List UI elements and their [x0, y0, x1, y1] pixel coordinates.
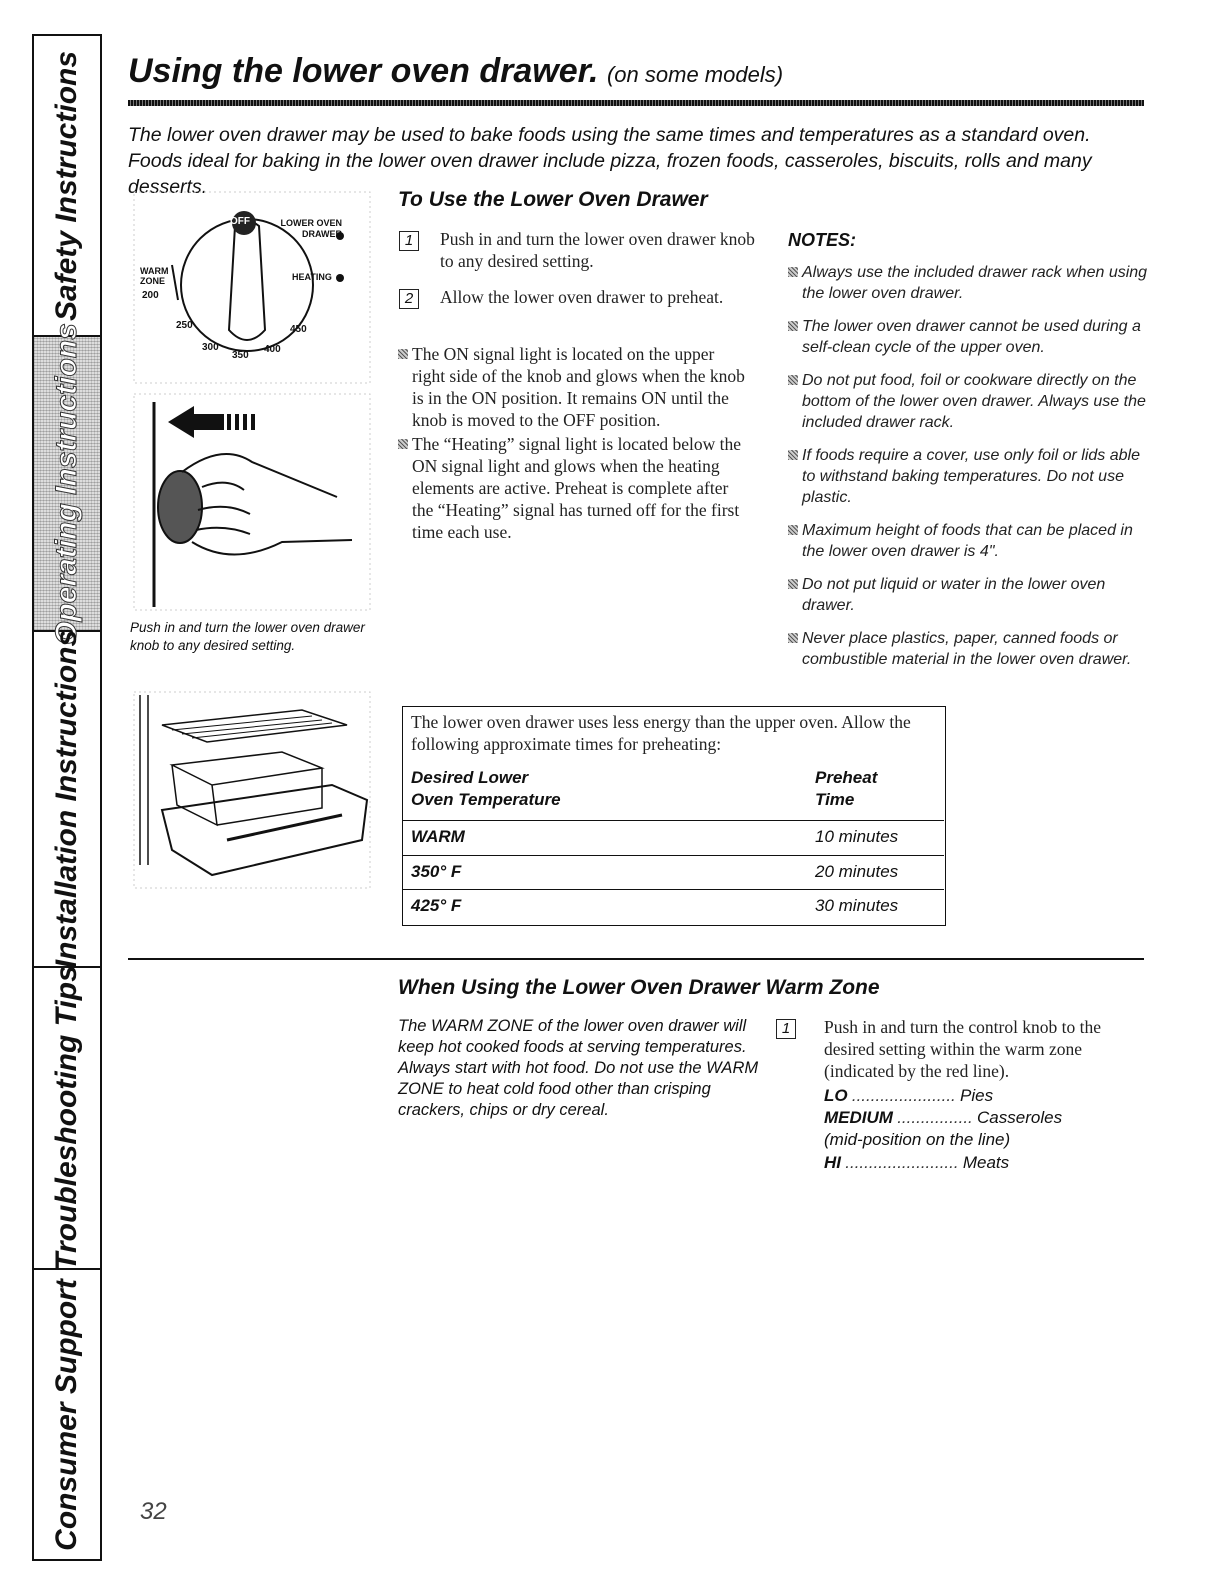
- bullet-square-icon: [788, 633, 798, 643]
- sidebar: [32, 34, 102, 1561]
- knob-temp-250: 250: [176, 320, 193, 331]
- note-text: Do not put liquid or water in the lower oven drawer.: [802, 576, 1106, 614]
- figure-caption: Push in and turn the lower oven drawer knob to any desired setting.: [130, 620, 365, 653]
- notes-list: [788, 262, 1148, 670]
- preheat-time: 10 minutes: [815, 827, 899, 846]
- preheat-table-box: [402, 706, 946, 926]
- note-text: The lower oven drawer cannot be used during a self-clean cycle of the upper oven.: [802, 318, 1141, 356]
- table-row: [403, 855, 944, 888]
- level-value: Meats: [962, 1153, 1010, 1172]
- warm-zone-step: Push in and turn the control knob to the desired setting within the warm zone (indicated by the red line).: [824, 1017, 1102, 1081]
- bullet-square-icon: [788, 267, 798, 277]
- knob-lower-oven-drawer-label: LOWER OVEN DRAWER: [280, 218, 342, 239]
- tab-operating-instructions[interactable]: [34, 322, 100, 645]
- note-item: [788, 370, 1148, 433]
- use-bullet-2: [398, 433, 748, 543]
- knob-temp-300: 300: [202, 342, 219, 353]
- title-rule: [128, 100, 1144, 106]
- warm-step-number: 1: [776, 1019, 796, 1039]
- use-step-1: Push in and turn the lower oven drawer knob to any desired setting.: [440, 229, 755, 271]
- note-text: Do not put food, foil or cookware directly on the bottom of the lower oven drawer. Always use the included drawer rack.: [802, 372, 1146, 431]
- warm-zone-description: The WARM ZONE of the lower oven drawer will keep hot cooked foods at serving temperatures. Always start with hot food. Do not use the WARM ZONE to heat cold food other than crisping crackers, chips or dry cereal.: [398, 1017, 759, 1119]
- notes-heading: NOTES:: [788, 230, 857, 250]
- level-name: MEDIUM: [824, 1108, 893, 1127]
- bullet-square-icon: [398, 439, 408, 449]
- note-text: Always use the included drawer rack when using the lower oven drawer.: [802, 264, 1148, 302]
- table-row: [403, 820, 944, 853]
- note-text: Maximum height of foods that can be placed in the lower oven drawer is 4".: [802, 522, 1133, 560]
- tab-safety-instructions[interactable]: [34, 36, 100, 337]
- table-row: [403, 889, 944, 922]
- note-item: [788, 262, 1148, 304]
- knob-temp-450: 450: [290, 324, 307, 335]
- level-name: HI: [824, 1153, 841, 1172]
- knob-temp-200: 200: [142, 290, 159, 301]
- page-title-main: Using the lower oven drawer.: [128, 52, 599, 90]
- tab-consumer-support[interactable]: [34, 1270, 100, 1559]
- preheat-col-time-header: [815, 767, 877, 811]
- preheat-temp: 350° F: [411, 862, 462, 881]
- warm-level-medium: MEDIUM ................ Casseroles: [824, 1108, 1063, 1127]
- preheat-time: 20 minutes: [815, 862, 899, 881]
- preheat-col-time-line1: Preheat: [815, 768, 878, 787]
- bullet-square-icon: [398, 349, 408, 359]
- use-bullet-2-text: The “Heating” signal light is located below the ON signal light and glows when the heating elements are active. Preheat is complete after the “Heating” signal has turned off for the first time each use.: [412, 434, 741, 542]
- preheat-time: 30 minutes: [815, 896, 899, 915]
- bullet-square-icon: [788, 579, 798, 589]
- note-item: [788, 520, 1148, 562]
- knob-illustration: [132, 190, 372, 385]
- use-bullet-1-text: The ON signal light is located on the upper right side of the knob and glows when the knob is in the ON position. It remains ON until the knob is moved to the OFF position.: [412, 344, 745, 430]
- warm-zone-heading: When Using the Lower Oven Drawer Warm Zone: [398, 976, 880, 999]
- level-value: Pies: [960, 1086, 994, 1105]
- hand-knob-illustration: [132, 392, 372, 612]
- tab-troubleshooting-tips[interactable]: [34, 965, 100, 1271]
- use-step-2: Allow the lower oven drawer to preheat.: [440, 287, 724, 307]
- tab-label: Operating Instructions: [50, 322, 83, 645]
- section-divider: [128, 958, 1144, 960]
- use-heading: To Use the Lower Oven Drawer: [398, 188, 708, 211]
- tab-installation-instructions[interactable]: [34, 629, 100, 969]
- knob-off-label: OFF: [230, 216, 250, 227]
- level-value: Casseroles: [977, 1108, 1063, 1127]
- knob-temp-350: 350: [232, 350, 249, 361]
- note-item: [788, 316, 1148, 358]
- step-number-2: 2: [399, 289, 419, 309]
- preheat-intro: The lower oven drawer uses less energy than the upper oven. Allow the following approximate times for preheating:: [411, 712, 911, 754]
- bullet-square-icon: [788, 450, 798, 460]
- warm-level-lo: LO ...................... Pies: [824, 1086, 994, 1105]
- page-title: [128, 52, 783, 91]
- preheat-temp: WARM: [411, 827, 465, 846]
- preheat-col-time-line2: Time: [815, 790, 855, 809]
- level-name: LO: [824, 1086, 848, 1105]
- note-item: [788, 574, 1148, 616]
- preheat-col-temp-header: [411, 767, 561, 811]
- bullet-square-icon: [788, 321, 798, 331]
- warm-level-hi: HI ........................ Meats: [824, 1153, 1010, 1172]
- knob-temp-400: 400: [264, 344, 281, 355]
- intro-text: The lower oven drawer may be used to bake foods using the same times and temperatures as a standard oven. Foods ideal for baking in the lower oven drawer include pizza, frozen foods, casseroles, biscuits, rolls and many desserts.: [128, 124, 1092, 198]
- knob-warm-zone-label: WARM ZONE: [140, 266, 169, 286]
- note-text: Never place plastics, paper, canned foods or combustible material in the lower oven drawer.: [802, 630, 1132, 668]
- preheat-temp: 425° F: [411, 896, 462, 915]
- use-bullet-1: [398, 343, 748, 431]
- warm-level-medium-note: (mid-position on the line): [824, 1130, 1011, 1149]
- tab-label: Troubleshooting Tips: [50, 965, 83, 1271]
- drawer-illustration: [132, 690, 372, 890]
- note-text: If foods require a cover, use only foil or lids able to withstand baking temperatures. Do not use plastic.: [802, 447, 1140, 506]
- tab-label: Consumer Support: [50, 1278, 83, 1551]
- preheat-col-temp-line1: Desired Lower: [411, 768, 529, 787]
- note-item: [788, 445, 1148, 508]
- note-item: [788, 628, 1148, 670]
- page-number: 32: [140, 1498, 167, 1525]
- bullet-square-icon: [788, 375, 798, 385]
- preheat-col-temp-line2: Oven Temperature: [411, 790, 561, 809]
- page-title-subtitle: (on some models): [606, 62, 784, 87]
- knob-heating-label: HEATING: [292, 272, 332, 282]
- tab-label: Installation Instructions: [50, 629, 83, 969]
- bullet-square-icon: [788, 525, 798, 535]
- tab-label: Safety Instructions: [50, 50, 83, 321]
- step-number-1: 1: [399, 231, 419, 251]
